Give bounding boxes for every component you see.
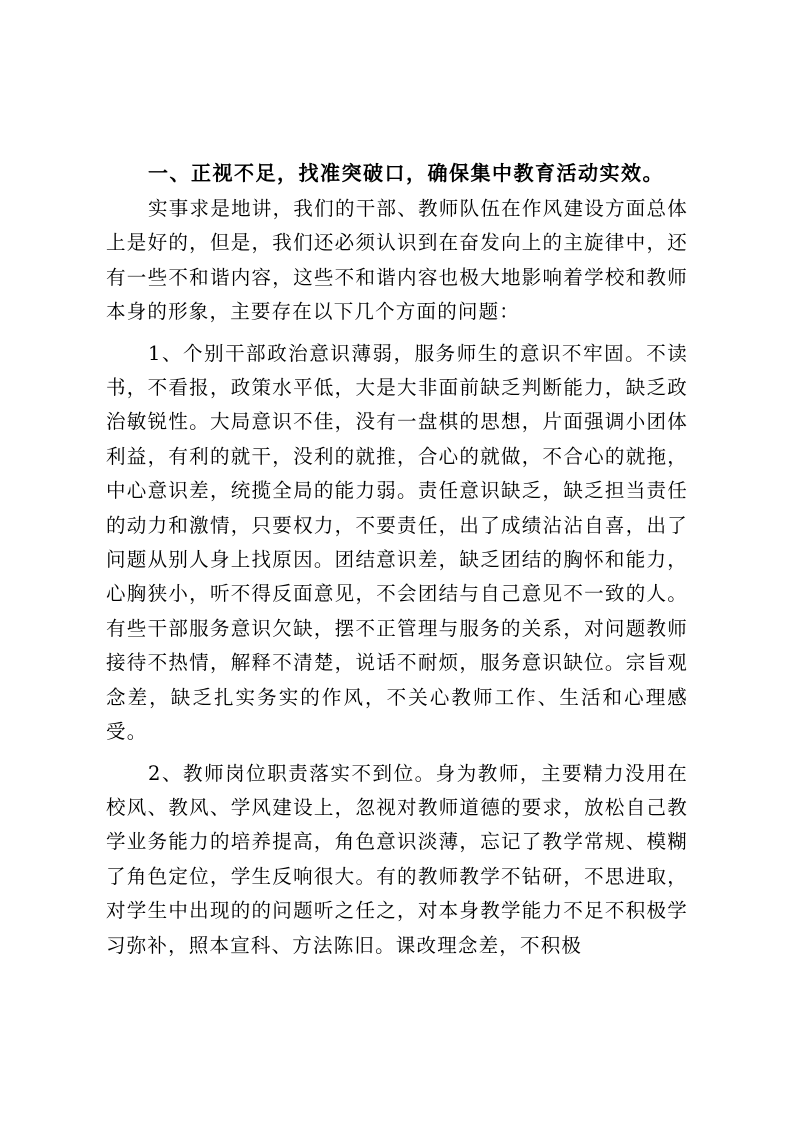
paragraph-point-2: 2、教师岗位职责落实不到位。身为教师，主要精力没用在校风、教风、学风建设上，忽视对教师道德的要求，放松自己教学业务能力的培养提高，角色意识淡薄，忘记了教学常规、模糊了角色定位，学生反响很大。有的教师教学不钻研，不思进取，对学生中出现的的问题听之任之，对本身教学能力不足不积极学习弥补，照本宣科、方法陈旧。课改理念差，不积极 [106, 761, 688, 957]
section-heading: 一、正视不足，找准突破口，确保集中教育活动实效。 [148, 161, 664, 185]
paragraph-intro: 实事求是地讲，我们的干部、教师队伍在作风建设方面总体上是好的，但是，我们还必须认识到在奋发向上的主旋律中，还有一些不和谐内容，这些不和谐内容也极大地影响着学校和教师本身的形象，主要存在以下几个方面的问题： [106, 197, 688, 324]
paragraph-point-1: 1、个别干部政治意识薄弱，服务师生的意识不牢固。不读书，不看报，政策水平低，大是大非面前缺乏判断能力，缺乏政治敏锐性。大局意识不佳，没有一盘棋的思想，片面强调小团体利益，有利的就干，没利的就推，合心的就做，不合心的就拖，中心意识差，统揽全局的能力弱。责任意识缺乏，缺乏担当责任的动力和激情，只要权力，不要责任，出了成绩沾沾自喜，出了问题从别人身上找原因。团结意识差，缺乏团结的胸怀和能力，心胸狭小，听不得反面意见，不会团结与自己意见不一致的人。有些干部服务意识欠缺，摆不正管理与服务的关系，对问题教师接待不热情，解释不清楚，说话不耐烦，服务意识缺位。宗旨观念差，缺乏扎实务实的作风，不关心教师工作、生活和心理感受。 [106, 341, 688, 744]
document-page [106, 156, 688, 970]
